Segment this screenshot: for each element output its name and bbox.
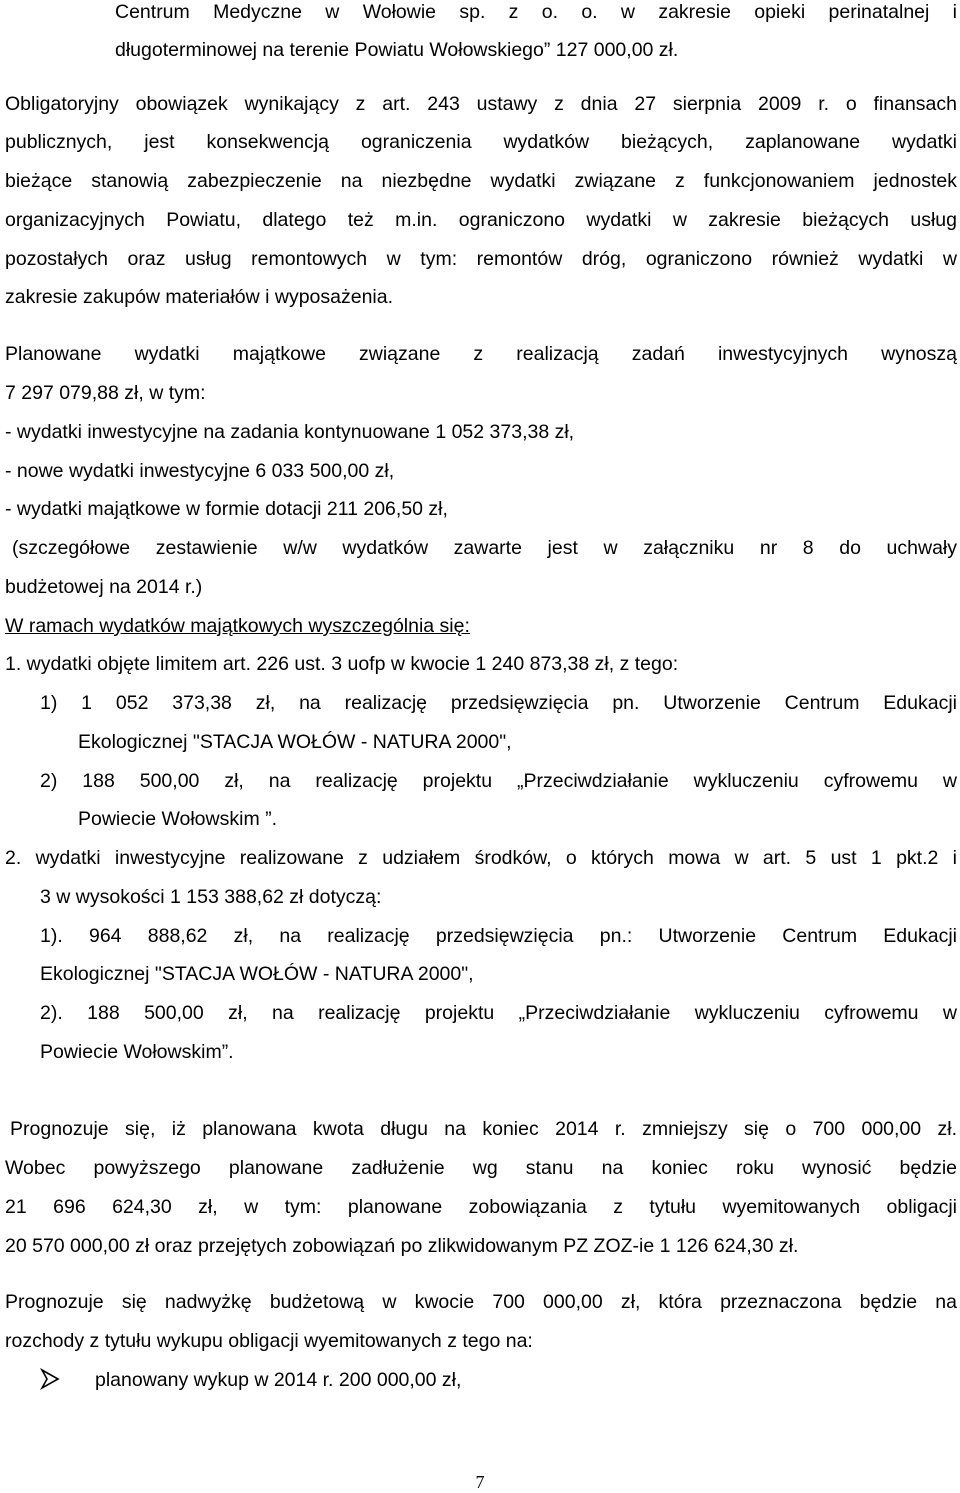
text-line: Powiecie Wołowskim ”.: [78, 808, 278, 830]
text-line: Planowane wydatki majątkowe związane z realizacją zadań inwestycyjnych wynoszą: [5, 343, 957, 365]
bullet-item: planowany wykup w 2014 r. 200 000,00 zł,: [95, 1369, 462, 1391]
text-line: organizacyjnych Powiatu, dlatego też m.in. ograniczono wydatki w zakresie bieżących usług: [5, 209, 957, 231]
text-line: pozostałych oraz usług remontowych w tym: remontów dróg, ograniczono również wydatki w: [5, 248, 957, 270]
list-item: 2. wydatki inwestycyjne realizowane z udziałem środków, o których mowa w art. 5 ust 1 pkt.2 i: [5, 847, 957, 869]
text-line: - wydatki majątkowe w formie dotacji 211 206,50 zł,: [5, 498, 448, 520]
text-line: 7 297 079,88 zł, w tym:: [5, 382, 206, 404]
text-line: Ekologicznej "STACJA WOŁÓW - NATURA 2000",: [40, 963, 474, 985]
text-line: Prognozuje się nadwyżkę budżetową w kwocie 700 000,00 zł, która przeznaczona będzie na: [5, 1291, 957, 1313]
list-item: 1) 1 052 373,38 zł, na realizację przedsięwzięcia pn. Utworzenie Centrum Edukacji: [40, 692, 957, 714]
list-item: 1). 964 888,62 zł, na realizację przedsięwzięcia pn.: Utworzenie Centrum Edukacji: [40, 925, 957, 947]
page-number: 7: [475, 1472, 485, 1492]
text-line: - nowe wydatki inwestycyjne 6 033 500,00 zł,: [5, 460, 395, 482]
text-line: Ekologicznej "STACJA WOŁÓW - NATURA 2000",: [78, 731, 512, 753]
list-item: 2) 188 500,00 zł, na realizację projektu „Przeciwdziałanie wykluczeniu cyfrowemu w: [40, 770, 957, 792]
text-line: bieżące stanowią zabezpieczenie na niezbędne wydatki związane z funkcjonowaniem jednostek: [5, 170, 957, 192]
text-line: zakresie zakupów materiałów i wyposażenia.: [5, 286, 394, 308]
text-line: rozchody z tytułu wykupu obligacji wyemitowanych z tego na:: [5, 1330, 533, 1352]
text-line: 3 w wysokości 1 153 388,62 zł dotyczą:: [40, 886, 382, 908]
list-item: 1. wydatki objęte limitem art. 226 ust. 3 uofp w kwocie 1 240 873,38 zł, z tego:: [5, 653, 679, 675]
text-line: 20 570 000,00 zł oraz przejętych zobowiązań po zlikwidowanym PZ ZOZ-ie 1 126 624,30 zł.: [5, 1235, 799, 1257]
text-line: budżetowej na 2014 r.): [5, 576, 203, 598]
text-line: Wobec powyższego planowane zadłużenie wg stanu na koniec roku wynosić będzie: [5, 1157, 957, 1179]
text-line: - wydatki inwestycyjne na zadania kontynuowane 1 052 373,38 zł,: [5, 421, 575, 443]
text-line: (szczegółowe zestawienie w/w wydatków zawarte jest w załączniku nr 8 do uchwały: [12, 537, 957, 559]
section-heading: W ramach wydatków majątkowych wyszczególnia się:: [5, 615, 470, 637]
text-line: Powiecie Wołowskim”.: [40, 1041, 234, 1063]
text-line: publicznych, jest konsekwencją ograniczenia wydatków bieżących, zaplanowane wydatki: [5, 131, 957, 153]
text-line: Centrum Medyczne w Wołowie sp. z o. o. w zakresie opieki perinatalnej i: [115, 1, 957, 23]
text-line: 21 696 624,30 zł, w tym: planowane zobowiązania z tytułu wyemitowanych obligacji: [5, 1196, 957, 1218]
list-item: 2). 188 500,00 zł, na realizację projektu „Przeciwdziałanie wykluczeniu cyfrowemu w: [40, 1002, 957, 1024]
arrow-bullet-icon: [40, 1368, 60, 1390]
text-line: Obligatoryjny obowiązek wynikający z art. 243 ustawy z dnia 27 sierpnia 2009 r. o finansach: [5, 93, 957, 115]
text-line: długoterminowej na terenie Powiatu Wołowskiego” 127 000,00 zł.: [115, 39, 679, 61]
text-line: Prognozuje się, iż planowana kwota długu na koniec 2014 r. zmniejszy się o 700 000,00 zł.: [10, 1118, 957, 1140]
